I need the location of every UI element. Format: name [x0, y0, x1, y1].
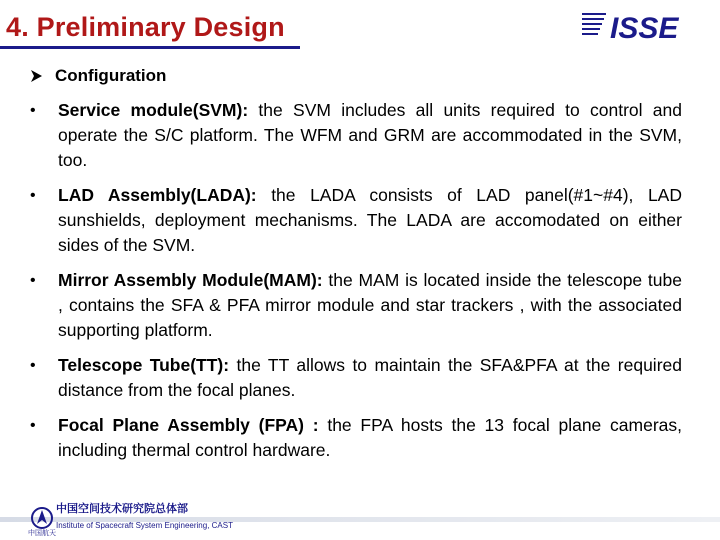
footer-org-cn: 中国空间技术研究院总体部 [56, 502, 188, 515]
slide-title: 4. Preliminary Design [6, 12, 285, 42]
bullet-term: Mirror Assembly Module(MAM): [58, 270, 323, 290]
bullet-text: the FPA hosts the 13 focal plane cameras, including thermal control hardware. [58, 415, 682, 460]
footer-org-cn-sub: 中国航天 [28, 529, 56, 537]
cast-logo-icon [30, 506, 54, 530]
arrow-bullet-icon [30, 69, 43, 83]
bullet-term: Service module(SVM): [58, 100, 249, 120]
title-underline [0, 46, 300, 49]
bullet-text: the TT allows to maintain the SFA&PFA at the required distance from the focal planes. [58, 355, 682, 400]
bullet-text: the LADA consists of LAD panel(#1~#4), LAD sunshields, deployment mechanisms. The LADA are accomodated on either sides of the SVM. [58, 185, 682, 255]
bullet-term: LAD Assembly(LADA): [58, 185, 257, 205]
section-heading-text: Configuration [55, 66, 167, 85]
footer-org-en: Institute of Spacecraft System Engineering, CAST [56, 521, 233, 530]
bullet-item [28, 183, 682, 258]
isse-logo [582, 9, 714, 43]
bullet-item [28, 98, 682, 173]
bullet-text: the SVM includes all units required to control and operate the S/C platform. The WFM and GRM are accommodated in the SVM, too. [58, 100, 682, 170]
bullet-term: Telescope Tube(TT): [58, 355, 230, 375]
bullet-dot-icon: • [30, 272, 36, 289]
bullet-dot-icon: • [30, 102, 36, 119]
bullet-list [28, 98, 682, 473]
section-heading [30, 66, 166, 86]
bullet-dot-icon: • [30, 417, 36, 434]
bullet-item [28, 413, 682, 463]
bullet-text: the MAM is located inside the telescope tube , contains the SFA & PFA mirror module and star trackers , with the associated supporting platform. [58, 270, 682, 340]
logo-text: ISSE [610, 12, 679, 43]
bullet-dot-icon: • [30, 187, 36, 204]
bullet-item [28, 268, 682, 343]
footer [0, 494, 720, 540]
bullet-item [28, 353, 682, 403]
bullet-dot-icon: • [30, 357, 36, 374]
bullet-term: Focal Plane Assembly (FPA) : [58, 415, 319, 435]
